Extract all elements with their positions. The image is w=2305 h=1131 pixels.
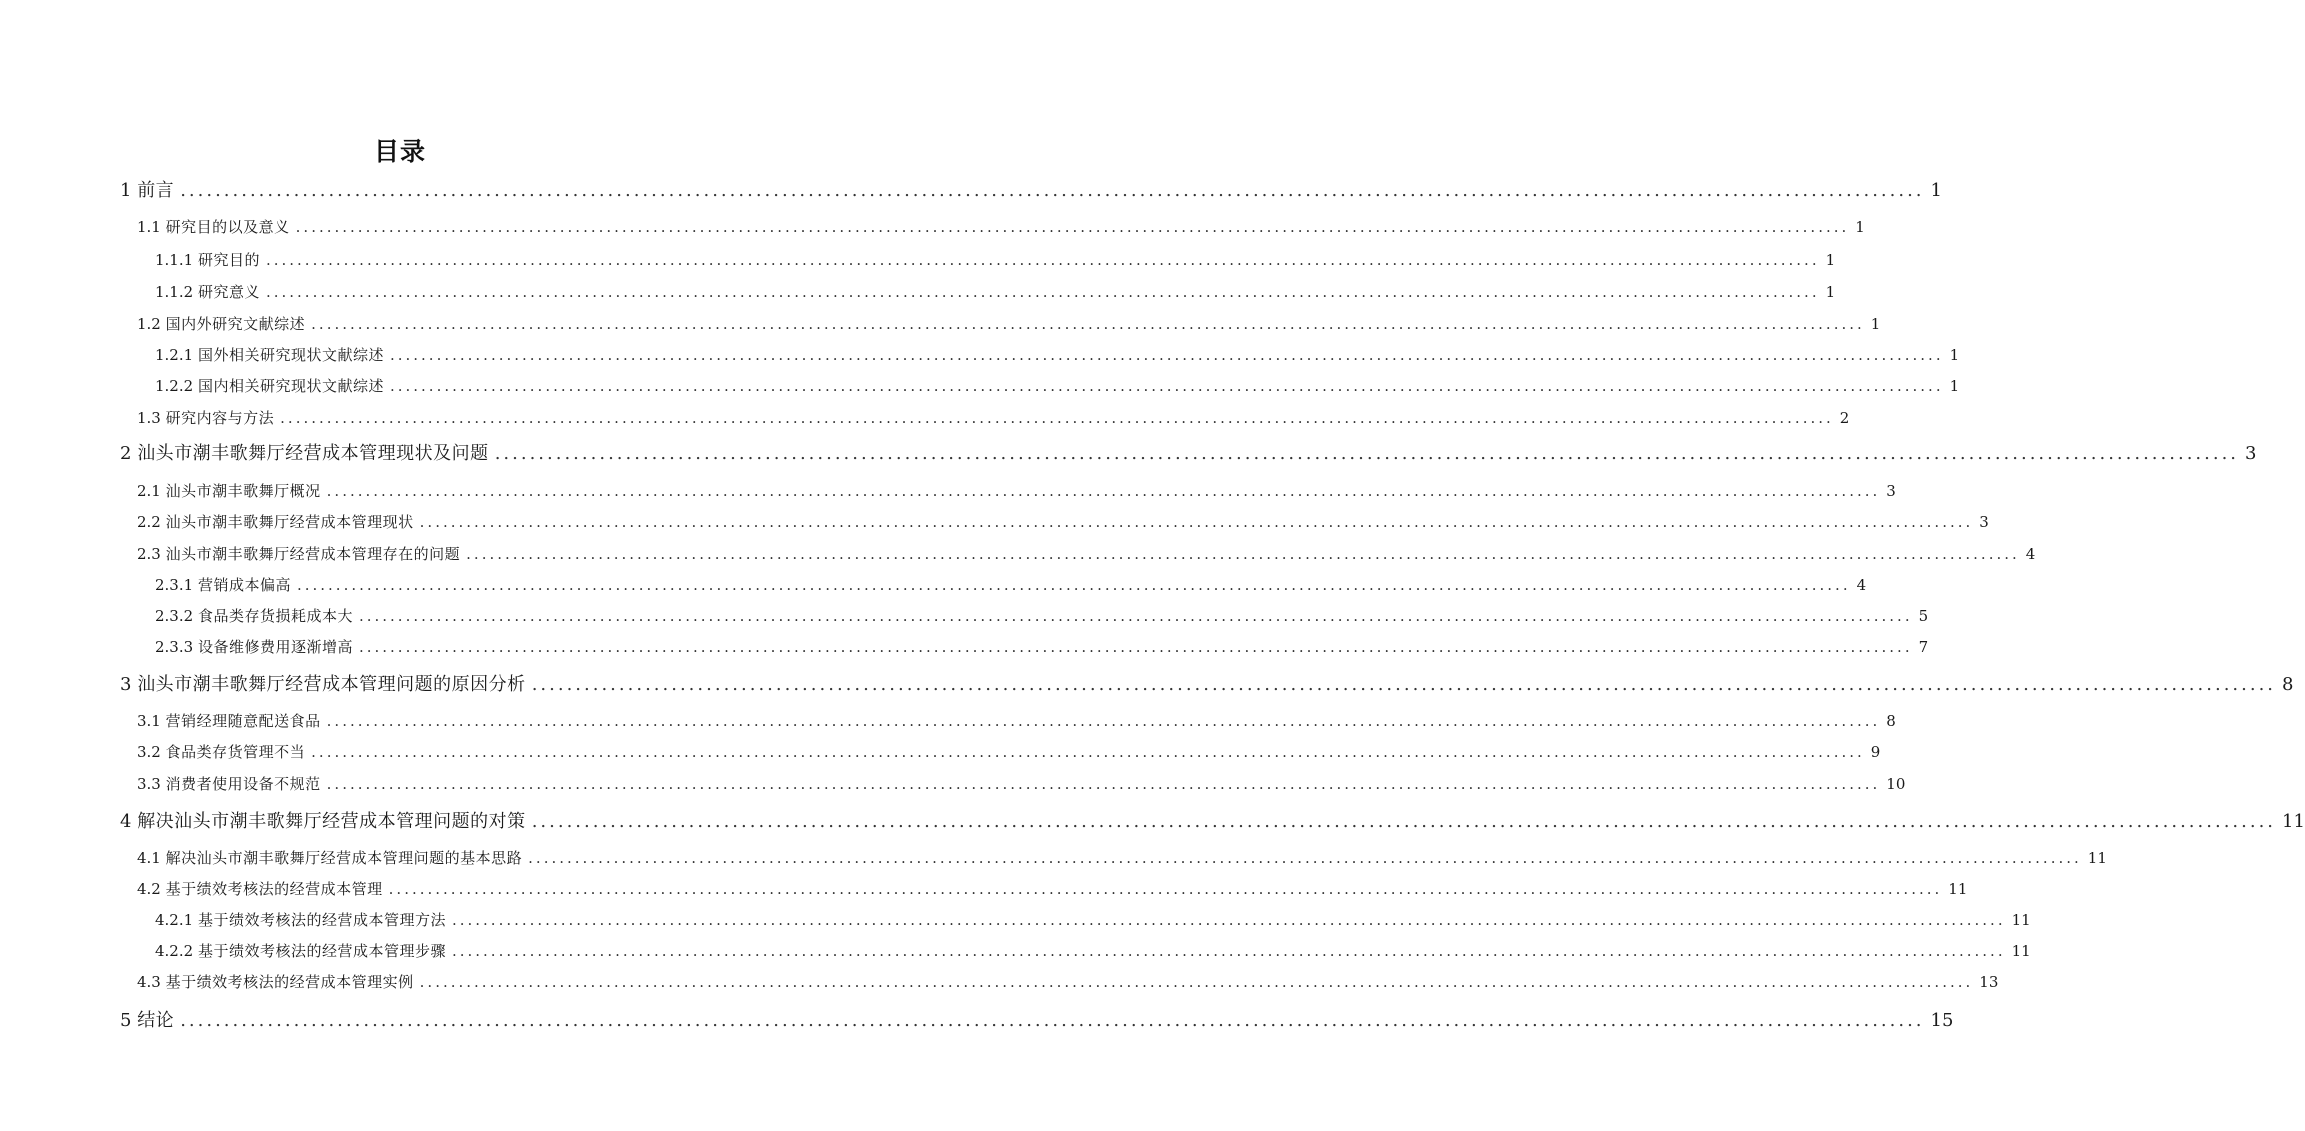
toc-entry-title: 基于绩效考核法的经营成本管理步骤 [197, 942, 446, 960]
toc-entry[interactable] [120, 811, 2305, 832]
toc-entry[interactable] [137, 775, 1906, 793]
toc-leader-dots: ........................................................................................................................................................................................................ [528, 849, 2082, 867]
toc-entry-page-number: 11 [2011, 942, 2031, 960]
toc-entry-number: 2.1 [137, 482, 161, 500]
toc-leader-dots: ........................................................................................................................................................................................................ [311, 743, 1865, 761]
toc-entry[interactable] [137, 513, 1989, 531]
toc-entry-number: 1.3 [137, 409, 161, 427]
toc-entry-number: 3.2 [137, 743, 161, 761]
toc-leader-dots: ........................................................................................................................................................................................................ [326, 482, 1881, 500]
toc-entry-page-number: 5 [1918, 607, 1929, 625]
toc-entry-title: 国内相关研究现状文献综述 [197, 377, 384, 395]
toc-entry[interactable] [137, 743, 1881, 761]
toc-entry-title: 研究意义 [197, 283, 260, 301]
toc-entry-page-number: 11 [2087, 849, 2107, 867]
toc-entry-page-number: 1 [1949, 346, 1960, 364]
toc-entry-number: 1.2 [137, 315, 161, 333]
toc-entry-page-number: 11 [2011, 911, 2031, 929]
toc-entry-page-number: 1 [1930, 180, 1942, 201]
toc-entry[interactable] [155, 251, 1836, 269]
toc-leader-dots: ........................................................................................................................................................................................................ [389, 377, 1944, 395]
toc-leader-dots: ........................................................................................................................................................................................................ [311, 315, 1865, 333]
toc-leader-dots: ........................................................................................................................................................................................................ [358, 607, 1913, 625]
toc-entry-title: 研究目的以及意义 [165, 218, 290, 236]
toc-entry-title: 结论 [137, 1010, 175, 1031]
toc-entry-page-number: 2 [1839, 409, 1850, 427]
toc-entry[interactable] [120, 674, 2294, 695]
toc-entry-title: 基于绩效考核法的经营成本管理方法 [197, 911, 446, 929]
toc-entry-number: 4 [120, 811, 132, 832]
toc-leader-dots: ........................................................................................................................................................................................................ [326, 712, 1881, 730]
toc-leader-dots: ........................................................................................................................................................................................................ [531, 811, 2277, 832]
toc-leader-dots: ........................................................................................................................................................................................................ [531, 674, 2277, 695]
toc-entry-title: 基于绩效考核法的经营成本管理实例 [165, 973, 414, 991]
toc-entry-number: 3 [120, 674, 132, 695]
toc-entry-title: 食品类存货管理不当 [165, 743, 306, 761]
toc-leader-dots: ........................................................................................................................................................................................................ [388, 880, 1943, 898]
toc-entry-title: 研究目的 [197, 251, 260, 269]
toc-entry-page-number: 10 [1886, 775, 1906, 793]
toc-entry[interactable] [155, 576, 1867, 594]
toc-leader-dots: ........................................................................................................................................................................................................ [180, 180, 1925, 201]
toc-leader-dots: ........................................................................................................................................................................................................ [265, 251, 1820, 269]
toc-entry-title: 国外相关研究现状文献综述 [197, 346, 384, 364]
toc-entry-number: 5 [120, 1010, 132, 1031]
toc-entry[interactable] [137, 880, 1968, 898]
toc-entry-page-number: 11 [1948, 880, 1968, 898]
toc-entry-page-number: 1 [1870, 315, 1881, 333]
toc-entry[interactable] [137, 712, 1896, 730]
toc-entry-number: 4.1 [137, 849, 161, 867]
toc-leader-dots: ........................................................................................................................................................................................................ [296, 576, 1851, 594]
toc-entry-number: 1.1 [137, 218, 161, 236]
toc-entry[interactable] [120, 180, 1942, 201]
toc-leader-dots: ........................................................................................................................................................................................................ [295, 218, 1850, 236]
toc-leader-dots: ........................................................................................................................................................................................................ [180, 1010, 1925, 1031]
toc-entry-number: 3.3 [137, 775, 161, 793]
toc-entry-title: 解决汕头市潮丰歌舞厅经营成本管理问题的对策 [137, 811, 526, 832]
toc-entry[interactable] [155, 377, 1960, 395]
toc-entry-title: 汕头市潮丰歌舞厅经营成本管理现状及问题 [137, 443, 489, 464]
toc-entry[interactable] [155, 638, 1929, 656]
toc-entry-title: 国内外研究文献综述 [165, 315, 306, 333]
toc-leader-dots: ........................................................................................................................................................................................................ [466, 545, 2020, 563]
toc-entry-title: 前言 [137, 180, 175, 201]
toc-entry[interactable] [137, 409, 1850, 427]
toc-entry-page-number: 3 [1979, 513, 1989, 531]
toc-entry-number: 4.2 [137, 880, 161, 898]
toc-entry-page-number: 4 [2025, 545, 2036, 563]
toc-entry-number: 2.3 [137, 545, 161, 563]
toc-entry-number: 2.3.3 [155, 638, 194, 656]
toc-entry-number: 4.2.2 [155, 942, 194, 960]
toc-entry-page-number: 7 [1918, 638, 1929, 656]
toc-leader-dots: ........................................................................................................................................................................................................ [326, 775, 1881, 793]
toc-entry[interactable] [137, 482, 1896, 500]
toc-entry-title: 食品类存货损耗成本大 [197, 607, 353, 625]
toc-entry-page-number: 1 [1825, 283, 1836, 301]
toc-entry-page-number: 3 [1886, 482, 1896, 500]
toc-entry-page-number: 1 [1855, 218, 1865, 236]
toc-entry-number: 1.1.2 [155, 283, 194, 301]
toc-entry[interactable] [155, 346, 1960, 364]
toc-entry-number: 1 [120, 180, 132, 201]
toc-leader-dots: ........................................................................................................................................................................................................ [358, 638, 1913, 656]
toc-leader-dots: ........................................................................................................................................................................................................ [389, 346, 1944, 364]
toc-leader-dots: ........................................................................................................................................................................................................ [419, 513, 1974, 531]
toc-entry-title: 营销经理随意配送食品 [165, 712, 321, 730]
toc-entry-title: 营销成本偏高 [197, 576, 291, 594]
toc-entry-number: 2.3.1 [155, 576, 194, 594]
toc-entry-page-number: 8 [2282, 674, 2294, 695]
toc-entry-title: 汕头市潮丰歌舞厅经营成本管理问题的原因分析 [137, 674, 526, 695]
toc-entry-number: 3.1 [137, 712, 161, 730]
toc-entry-number: 2 [120, 443, 132, 464]
toc-entry-number: 1.2.1 [155, 346, 194, 364]
toc-entry-page-number: 15 [1930, 1010, 1954, 1031]
toc-entry-title: 汕头市潮丰歌舞厅经营成本管理存在的问题 [165, 545, 461, 563]
toc-entry[interactable] [137, 545, 2036, 563]
toc-leader-dots: ........................................................................................................................................................................................................ [265, 283, 1820, 301]
toc-leader-dots: ........................................................................................................................................................................................................ [280, 409, 1834, 427]
toc-entry-number: 2.3.2 [155, 607, 194, 625]
toc-leader-dots: ........................................................................................................................................................................................................ [451, 942, 2006, 960]
toc-entry[interactable] [155, 911, 2031, 929]
toc-title: 目录 [373, 137, 426, 166]
toc-entry[interactable] [120, 443, 2257, 464]
toc-entry-number: 1.2.2 [155, 377, 194, 395]
toc-entry[interactable] [137, 849, 2107, 867]
toc-entry-title: 设备维修费用逐渐增高 [197, 638, 353, 656]
toc-leader-dots: ........................................................................................................................................................................................................ [419, 973, 1974, 991]
toc-entry-title: 汕头市潮丰歌舞厅概况 [165, 482, 321, 500]
toc-entry-page-number: 8 [1886, 712, 1896, 730]
toc-entry-page-number: 11 [2282, 811, 2305, 832]
toc-entry[interactable] [137, 315, 1881, 333]
toc-entry-number: 4.3 [137, 973, 161, 991]
toc-entry[interactable] [155, 942, 2031, 960]
toc-entry-title: 消费者使用设备不规范 [165, 775, 321, 793]
toc-entry-page-number: 9 [1870, 743, 1881, 761]
toc-entry-page-number: 1 [1825, 251, 1836, 269]
toc-entry-page-number: 4 [1856, 576, 1867, 594]
toc-entry[interactable] [137, 973, 1999, 991]
toc-entry-number: 1.1.1 [155, 251, 194, 269]
toc-entry[interactable] [155, 283, 1836, 301]
toc-entry-page-number: 13 [1979, 973, 1999, 991]
toc-entry[interactable] [137, 218, 1865, 236]
toc-entry[interactable] [155, 607, 1929, 625]
toc-entry-number: 2.2 [137, 513, 161, 531]
toc-entry-number: 4.2.1 [155, 911, 194, 929]
toc-entry-title: 解决汕头市潮丰歌舞厅经营成本管理问题的基本思路 [165, 849, 523, 867]
toc-entry-page-number: 1 [1949, 377, 1960, 395]
toc-entry-title: 研究内容与方法 [165, 409, 275, 427]
toc-leader-dots: ........................................................................................................................................................................................................ [494, 443, 2240, 464]
toc-entry[interactable] [120, 1010, 1954, 1031]
toc-entry-title: 基于绩效考核法的经营成本管理 [165, 880, 383, 898]
toc-entry-title: 汕头市潮丰歌舞厅经营成本管理现状 [165, 513, 414, 531]
toc-leader-dots: ........................................................................................................................................................................................................ [451, 911, 2006, 929]
toc-entry-page-number: 3 [2245, 443, 2257, 464]
